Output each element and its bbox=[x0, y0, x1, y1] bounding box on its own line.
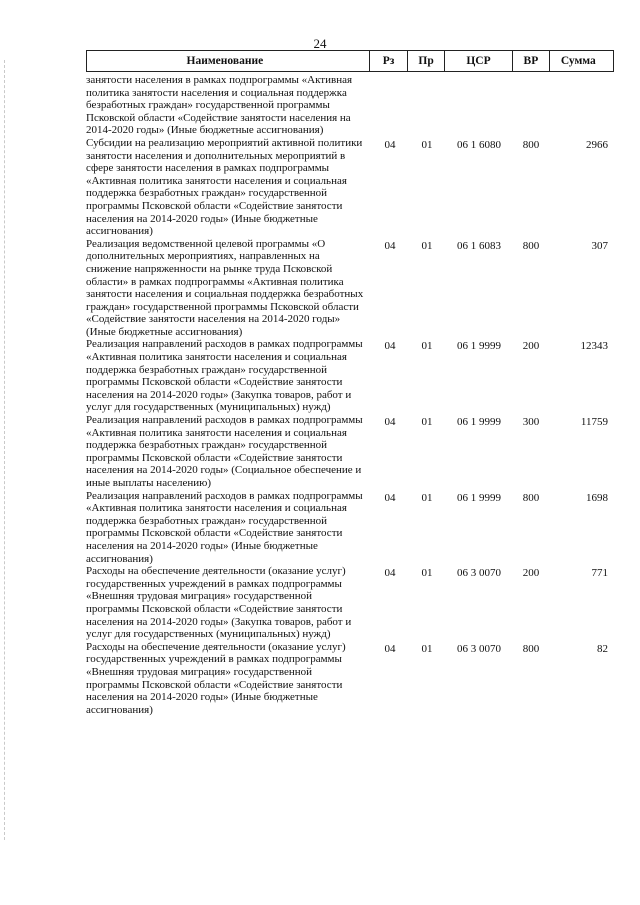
table-row bbox=[86, 641, 614, 717]
row-sum: 307 bbox=[591, 239, 608, 252]
row-vr: 200 bbox=[522, 340, 540, 353]
row-pr: 01 bbox=[421, 491, 433, 504]
table-header bbox=[86, 50, 614, 72]
row-name: Расходы на обеспечение деятельности (оказание услуг) государственных учреждений в рамках подпрограммы «Внешняя трудовая миграция» государственной программы Псковской области «Содействие занятости населения на 2014-2020 годы» (Закупка товаров, работ и услуг для государственных (муниципальных) нужд) bbox=[86, 565, 352, 641]
row-name: занятости населения в рамках подпрограммы «Активная политика занятости населения и социальная поддержка безработных граждан» государственной программы Псковской области «Содействие занятости населения на 2014-2020 годы» (Иные бюджетные ассигнования) bbox=[86, 74, 353, 137]
budget-table bbox=[86, 50, 614, 716]
row-rz: 04 bbox=[384, 567, 396, 580]
row-csr: 06 1 6083 bbox=[457, 239, 501, 252]
row-vr: 800 bbox=[522, 239, 540, 252]
row-sum: 771 bbox=[591, 567, 608, 580]
row-vr: 200 bbox=[522, 567, 540, 580]
row-name: Реализация направлений расходов в рамках подпрограммы «Активная политика занятости населения и социальная поддержка безработных граждан» государственной программы Псковской области «Содействие занятости населения на 2014-2020 годы» (Закупка товаров, работ и услуг для государственных (муниципальных) нужд) bbox=[86, 338, 363, 414]
row-rz: 04 bbox=[384, 239, 396, 252]
row-name: Расходы на обеспечение деятельности (оказание услуг) государственных учреждений в рамках подпрограммы «Внешняя трудовая миграция» государственной программы Псковской области «Содействие занятости населения на 2014-2020 годы» (Иные бюджетные ассигнования) bbox=[86, 640, 346, 716]
row-csr: 06 1 9999 bbox=[457, 491, 501, 504]
row-pr bbox=[409, 72, 445, 137]
row-sum: 82 bbox=[597, 642, 608, 655]
row-vr: 800 bbox=[522, 642, 540, 655]
row-rz: 04 bbox=[384, 491, 396, 504]
row-name: Реализация направлений расходов в рамках подпрограммы «Активная политика занятости населения и социальная поддержка безработных граждан» государственной программы Псковской области «Содействие занятости населения на 2014-2020 годы» (Социальное обеспечение и иные выплаты населению) bbox=[86, 414, 363, 489]
row-vr: 800 bbox=[522, 491, 540, 504]
row-sum: 2966 bbox=[586, 138, 608, 151]
row-csr: 06 3 0070 bbox=[457, 567, 501, 580]
header-name: Наименование bbox=[186, 54, 264, 67]
row-name: Реализация направлений расходов в рамках подпрограммы «Активная политика занятости населения и социальная поддержка безработных граждан» государственной программы Псковской области «Содействие занятости населения на 2014-2020 годы» (Иные бюджетные ассигнования) bbox=[86, 489, 363, 565]
row-pr: 01 bbox=[421, 642, 433, 655]
row-pr: 01 bbox=[421, 567, 433, 580]
row-name: Реализация ведомственной целевой программы «О дополнительных мероприятиях, направленных на снижение напряженности на рынке труда Псковской области» в рамках подпрограммы «Активная политика занятости населения и социальная поддержка безработных граждан» государственной программы Псковской области «Содействие занятости населения на 2014-2020 годы» (Иные бюджетные ассигнования) bbox=[86, 237, 364, 338]
table-row bbox=[86, 72, 614, 137]
row-name: Субсидии на реализацию мероприятий активной политики занятости населения и дополнительных мероприятий в сфере занятости населения в рамках подпрограммы «Активная политика занятости населения и социальная поддержка безработных граждан» государственной программы Псковской области «Содействие занятости населения на 2014-2020 годы» (Иные бюджетные ассигнования) bbox=[86, 136, 363, 238]
row-csr: 06 1 9999 bbox=[457, 340, 501, 353]
header-csr: ЦСР bbox=[444, 51, 512, 71]
table-row bbox=[86, 414, 614, 490]
row-vr: 300 bbox=[522, 416, 540, 429]
row-csr: 06 1 9999 bbox=[457, 416, 501, 429]
header-rz: Рз bbox=[369, 51, 408, 71]
row-sum bbox=[549, 72, 614, 137]
row-sum: 12343 bbox=[580, 340, 608, 353]
row-pr: 01 bbox=[421, 239, 433, 252]
table-row bbox=[86, 137, 614, 238]
scan-margin-line bbox=[4, 60, 5, 840]
page-number: 24 bbox=[313, 36, 327, 51]
row-csr bbox=[445, 72, 513, 137]
row-pr: 01 bbox=[421, 416, 433, 429]
row-rz: 04 bbox=[384, 642, 396, 655]
row-rz: 04 bbox=[384, 138, 396, 151]
row-sum: 1698 bbox=[586, 491, 608, 504]
table-row bbox=[86, 565, 614, 641]
row-sum: 11759 bbox=[580, 416, 608, 429]
table-row bbox=[86, 490, 614, 566]
header-pr: Пр bbox=[407, 51, 444, 71]
row-vr bbox=[513, 72, 549, 137]
header-vr: ВР bbox=[512, 51, 549, 71]
row-csr: 06 1 6080 bbox=[457, 138, 501, 151]
row-pr: 01 bbox=[421, 340, 433, 353]
header-sum: Сумма bbox=[549, 51, 613, 71]
row-rz: 04 bbox=[384, 340, 396, 353]
table-row bbox=[86, 338, 614, 414]
row-pr: 01 bbox=[421, 138, 433, 151]
row-rz bbox=[371, 72, 409, 137]
row-vr: 800 bbox=[522, 138, 540, 151]
row-rz: 04 bbox=[384, 416, 396, 429]
table-row bbox=[86, 238, 614, 339]
row-csr: 06 3 0070 bbox=[457, 642, 501, 655]
